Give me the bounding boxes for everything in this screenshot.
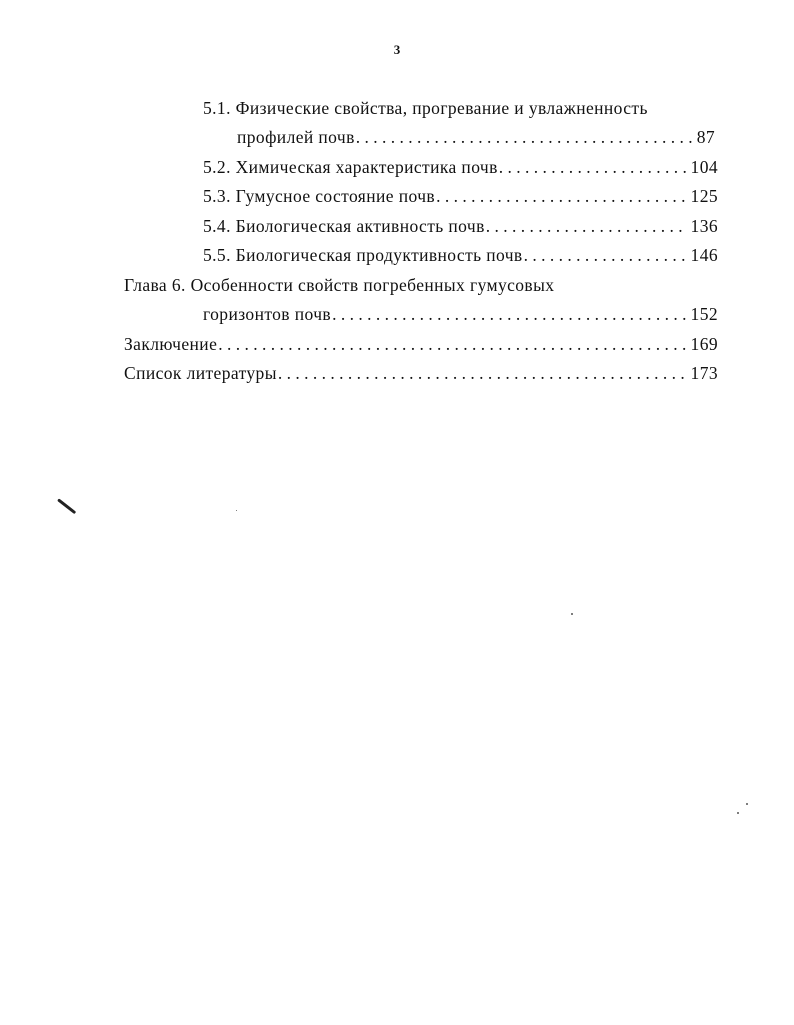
- toc-entry-text: горизонтов почв: [203, 304, 332, 324]
- scan-speck: [236, 510, 237, 511]
- leader-dots: [499, 155, 688, 179]
- leader-dots: [524, 243, 688, 267]
- leader-dots: [278, 361, 688, 385]
- toc-entry-5-2: [203, 155, 718, 179]
- toc-entry-5-1: [237, 125, 715, 149]
- toc-entry-text: Список литературы: [124, 363, 277, 383]
- leader-dots: [332, 302, 687, 326]
- toc-page-number: 146: [690, 245, 718, 265]
- toc-entry-text: 5.2. Химическая характеристика почв: [203, 157, 498, 177]
- leader-dots: [486, 214, 688, 238]
- toc-entry-text: 5.4. Биологическая активность почв: [203, 216, 485, 236]
- toc-entry-ch6: [203, 302, 718, 326]
- toc-page-number: 125: [690, 186, 718, 206]
- toc-page-number: 87: [696, 127, 715, 147]
- toc-entry-text: профилей почв: [237, 127, 355, 147]
- toc-entry-ch6-title: Глава 6. Особенности свойств погребенных гумусовых: [124, 275, 555, 295]
- scan-speck: [571, 613, 573, 615]
- toc-page-number: 104: [690, 157, 718, 177]
- toc-entry-text: 5.3. Гумусное состояние почв: [203, 186, 436, 206]
- toc-entry-5-1-title: 5.1. Физические свойства, прогревание и увлажненность: [203, 98, 648, 118]
- page-number: 3: [393, 42, 401, 57]
- toc-entry-text: 5.5. Биологическая продуктивность почв: [203, 245, 523, 265]
- toc-entry-text: Заключение: [124, 334, 218, 354]
- toc-page-number: 152: [690, 304, 718, 324]
- leader-dots: [356, 125, 694, 149]
- leader-dots: [218, 332, 687, 356]
- toc-page-number: 136: [690, 216, 718, 236]
- scan-speck: [737, 812, 739, 814]
- toc-entry-5-3: [203, 184, 718, 208]
- toc-page-number: 173: [690, 363, 718, 383]
- toc-page-number: 169: [690, 334, 718, 354]
- leader-dots: [436, 184, 687, 208]
- toc-entry-conclusion: [124, 332, 718, 356]
- toc-entry-5-5: [203, 243, 718, 267]
- scan-speck: [746, 803, 748, 805]
- toc-entry-5-4: [203, 214, 718, 238]
- toc-entry-references: [124, 361, 718, 385]
